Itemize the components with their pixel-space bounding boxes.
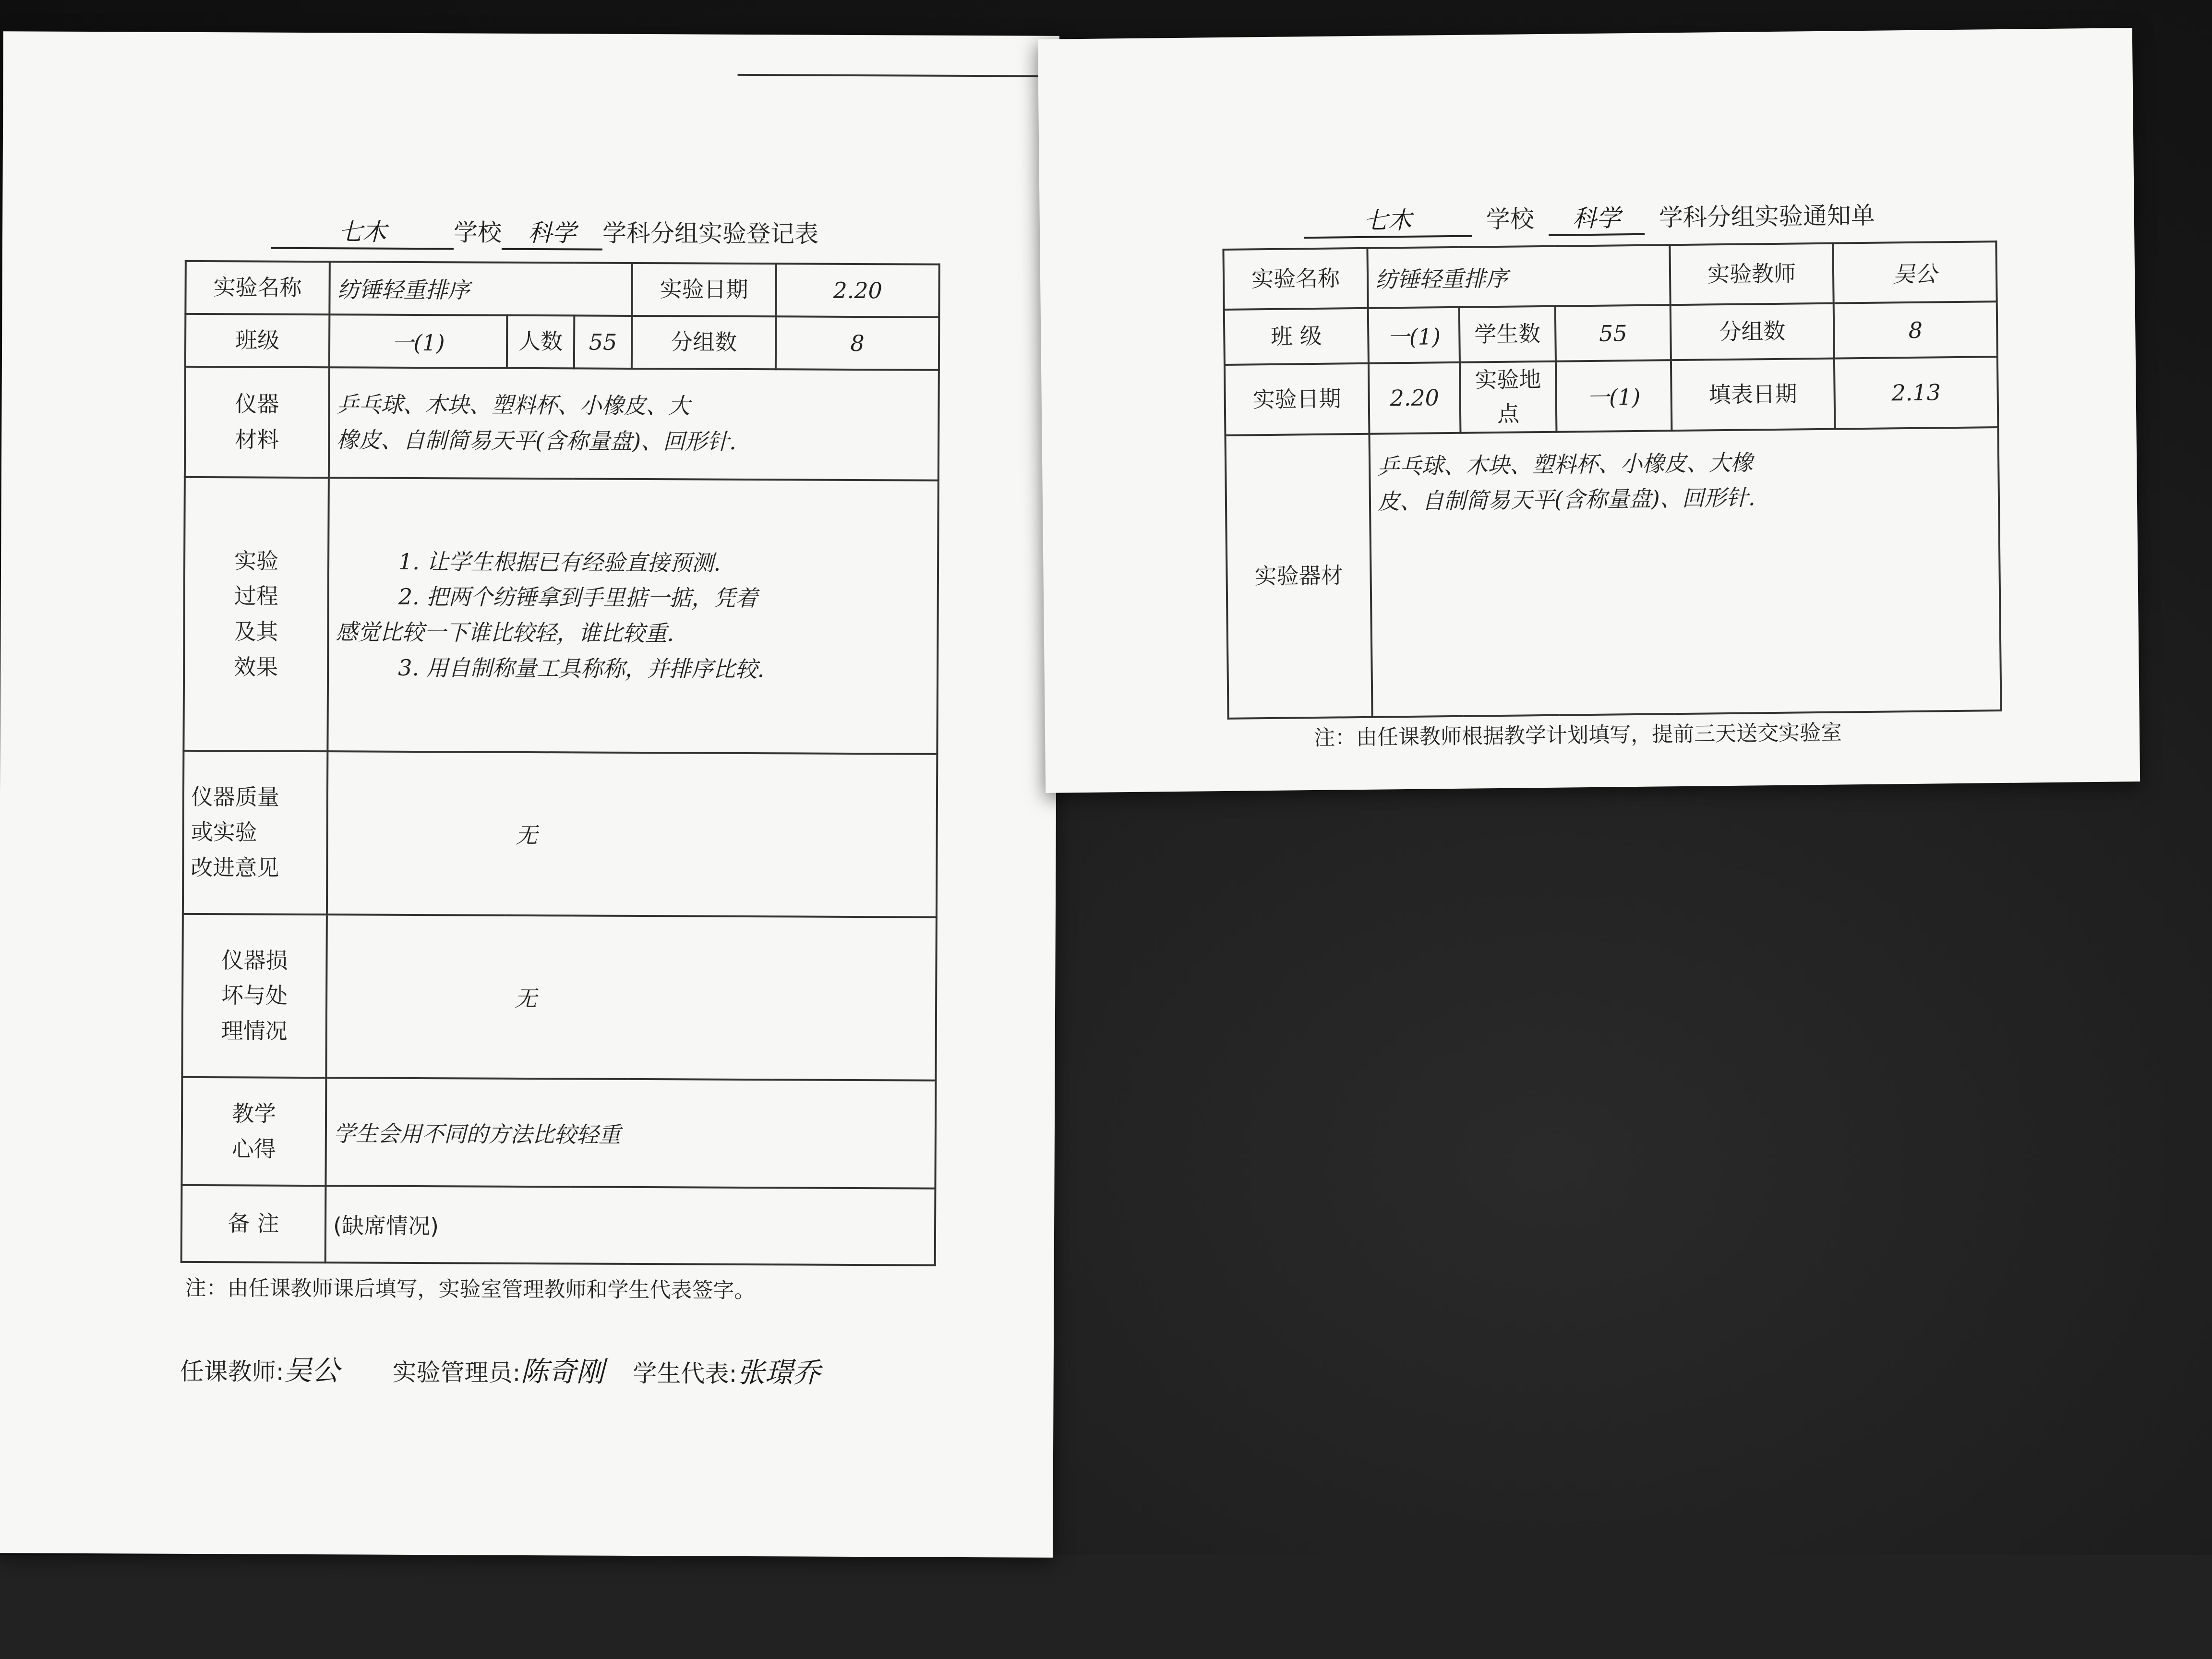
school-name: 七木 bbox=[1303, 201, 1472, 239]
teacher-value: 吴公 bbox=[1833, 241, 1996, 303]
experiment-name-label: 实验名称 bbox=[1223, 248, 1368, 310]
top-rule bbox=[738, 74, 1040, 77]
groups-value: 8 bbox=[776, 316, 939, 370]
student-signature-label: 学生代表: bbox=[633, 1359, 737, 1388]
people-value: 55 bbox=[574, 315, 632, 369]
process-label bbox=[183, 477, 328, 751]
desk-edge bbox=[0, 1555, 2212, 1659]
location-label: 实验地点 bbox=[1460, 361, 1557, 433]
date-value: 2.20 bbox=[1369, 362, 1461, 434]
fill-date-value: 2.13 bbox=[1834, 357, 1998, 429]
student-signature: 张璟乔 bbox=[737, 1356, 821, 1389]
damage-label-line: 仪器损 bbox=[221, 947, 288, 974]
experiment-name-value: 纺锤轻重排序 bbox=[1367, 245, 1670, 308]
class-label: 班级 bbox=[185, 314, 329, 367]
groups-label: 分组数 bbox=[1671, 303, 1834, 361]
register-form-title bbox=[271, 213, 818, 252]
table-row bbox=[185, 261, 939, 317]
quality-label bbox=[183, 751, 327, 914]
students-label: 学生数 bbox=[1459, 306, 1556, 362]
process-label-line: 效果 bbox=[234, 653, 278, 680]
teaching-value: 学生会用不同的方法比较轻重 bbox=[325, 1078, 936, 1189]
experiment-date-value: 2.20 bbox=[776, 264, 939, 317]
register-form-sheet bbox=[0, 31, 1059, 1558]
process-value bbox=[327, 478, 938, 754]
fill-date-label: 填表日期 bbox=[1671, 359, 1835, 431]
register-table bbox=[180, 260, 940, 1266]
admin-signature-label: 实验管理员: bbox=[392, 1358, 521, 1387]
people-label: 人数 bbox=[507, 315, 574, 369]
students-value: 55 bbox=[1555, 305, 1671, 361]
quality-label-line: 或实验 bbox=[191, 819, 257, 845]
process-label-line: 实验 bbox=[234, 548, 279, 574]
table-row bbox=[1224, 301, 1997, 365]
process-line: 2. 把两个纺锤拿到手里掂一掂，凭着 bbox=[398, 584, 758, 612]
groups-label: 分组数 bbox=[632, 316, 776, 369]
notice-form-note: 注：由任课教师根据教学计划填写，提前三天送交实验室 bbox=[1313, 720, 1842, 751]
materials-label-line: 仪器 bbox=[235, 391, 279, 418]
teaching-label bbox=[181, 1077, 326, 1186]
school-name: 七木 bbox=[271, 213, 454, 250]
teacher-label: 实验教师 bbox=[1670, 243, 1833, 305]
equipment-value bbox=[1369, 427, 2001, 717]
materials-value bbox=[329, 367, 939, 481]
date-label: 实验日期 bbox=[1225, 363, 1370, 435]
process-label-line: 过程 bbox=[234, 583, 278, 610]
table-row bbox=[183, 477, 938, 754]
teaching-label-line: 教学 bbox=[231, 1100, 276, 1127]
subject-name: 科学 bbox=[1548, 199, 1645, 236]
table-row bbox=[183, 751, 937, 917]
quality-value: 无 bbox=[327, 751, 938, 917]
signature-row bbox=[180, 1347, 821, 1391]
form-title-label: 学科分组实验通知单 bbox=[1659, 201, 1875, 232]
register-form-note: 注：由任课教师课后填写，实验室管理教师和学生代表签字。 bbox=[185, 1275, 756, 1303]
admin-signature: 陈奇刚 bbox=[520, 1355, 604, 1388]
equipment-label: 实验器材 bbox=[1225, 433, 1372, 718]
class-label: 班 级 bbox=[1224, 308, 1369, 365]
process-line: 感觉比较一下谁比较轻，谁比较重. bbox=[336, 619, 674, 647]
location-value: 一(1) bbox=[1556, 360, 1672, 432]
notice-form-title bbox=[1303, 196, 1875, 239]
teacher-signature-label: 任课教师: bbox=[180, 1357, 284, 1386]
equipment-line: 皮、自制简易天平(含称量盘)、回形针. bbox=[1377, 484, 1755, 515]
subject-name: 科学 bbox=[502, 214, 602, 251]
process-line: 1. 让学生根据已有经验直接预测. bbox=[398, 548, 721, 576]
table-row bbox=[1223, 241, 1996, 310]
damage-value: 无 bbox=[326, 914, 937, 1081]
process-line: 3. 用自制称量工具称称，并排序比较. bbox=[398, 654, 765, 682]
notice-form-sheet bbox=[1038, 28, 2140, 793]
notice-table bbox=[1222, 240, 2002, 719]
damage-label-line: 坏与处 bbox=[221, 982, 288, 1009]
table-row bbox=[1225, 357, 1998, 435]
materials-line: 橡皮、自制简易天平(含称量盘)、回形针. bbox=[337, 427, 736, 455]
form-title-label: 学科分组实验登记表 bbox=[602, 219, 819, 248]
table-row bbox=[181, 1077, 936, 1189]
materials-line: 乒乓球、木块、塑料杯、小橡皮、大 bbox=[337, 391, 690, 419]
materials-label-line: 材料 bbox=[235, 426, 279, 453]
damage-label bbox=[182, 914, 326, 1078]
remark-value: (缺席情况) bbox=[325, 1186, 936, 1265]
school-label: 学校 bbox=[453, 218, 502, 247]
remark-label: 备 注 bbox=[181, 1185, 326, 1262]
table-row bbox=[181, 1185, 936, 1265]
experiment-name-value: 纺锤轻重排序 bbox=[329, 262, 632, 316]
class-value: 一(1) bbox=[329, 314, 507, 368]
school-label: 学校 bbox=[1486, 205, 1535, 234]
materials-label bbox=[185, 367, 329, 478]
table-row bbox=[185, 367, 939, 481]
groups-value: 8 bbox=[1834, 301, 1997, 359]
table-row bbox=[1225, 427, 2001, 719]
experiment-date-label: 实验日期 bbox=[632, 263, 776, 316]
equipment-line: 乒乓球、木块、塑料杯、小橡皮、大橡 bbox=[1377, 449, 1753, 480]
quality-label-line: 仪器质量 bbox=[191, 783, 280, 810]
process-label-line: 及其 bbox=[234, 618, 278, 645]
experiment-name-label: 实验名称 bbox=[185, 261, 329, 314]
quality-label-line: 改进意见 bbox=[191, 854, 279, 881]
table-row bbox=[185, 314, 939, 370]
table-row bbox=[182, 914, 936, 1081]
class-value: 一(1) bbox=[1368, 307, 1460, 363]
damage-label-line: 理情况 bbox=[221, 1018, 288, 1044]
teaching-label-line: 心得 bbox=[231, 1135, 276, 1162]
teacher-signature: 吴公 bbox=[284, 1354, 340, 1387]
